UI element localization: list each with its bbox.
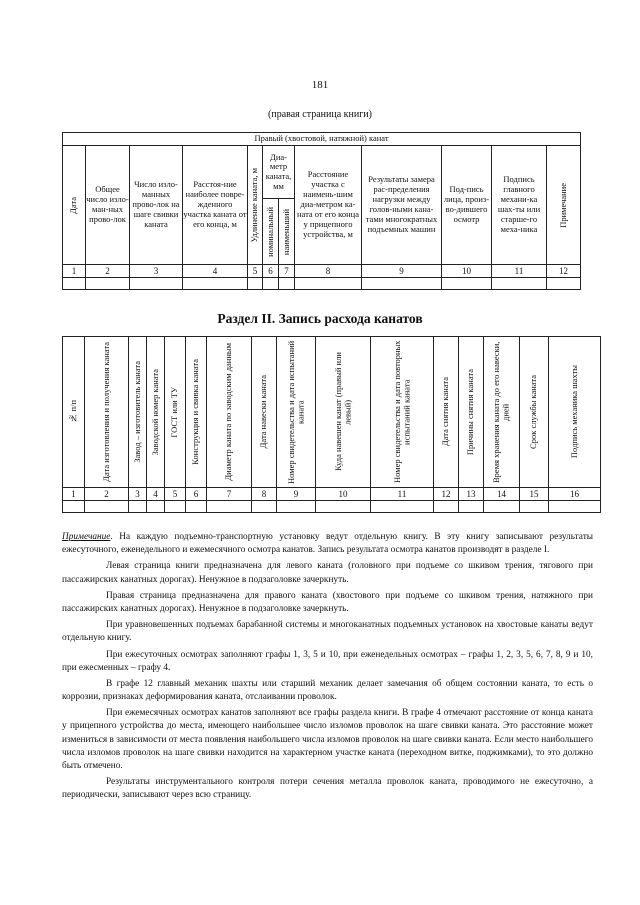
col-header: Расстоя-ние наиболее повре-жденного участка каната от его конца, м bbox=[183, 146, 248, 265]
col-header: Дата снятия каната bbox=[434, 337, 459, 488]
note-paragraph: При уравновешенных подъемах барабанной системы и многоканатных подъемных установок на хвостовые канаты ведут отдельную книгу. bbox=[62, 620, 593, 644]
col-number: 1 bbox=[63, 265, 86, 278]
notes-block bbox=[62, 531, 593, 806]
col-number: 10 bbox=[442, 265, 492, 278]
col-number: 6 bbox=[186, 488, 207, 501]
note-paragraph: Результаты инструментального контроля потери сечения металла проволок каната, проводимого не ежесуточно, а периодически, записывают через всю страницу. bbox=[62, 777, 593, 801]
col-header: Примечание bbox=[547, 146, 581, 265]
col-header: Число изло-манных прово-лок на шаге свивки каната bbox=[130, 146, 183, 265]
col-number: 2 bbox=[86, 265, 130, 278]
col-header: Завод – изготовитель каната bbox=[129, 337, 147, 488]
col-number: 4 bbox=[147, 488, 165, 501]
col-number: 6 bbox=[263, 265, 279, 278]
col-number: 5 bbox=[248, 265, 263, 278]
col-number: 3 bbox=[129, 488, 147, 501]
col-number: 12 bbox=[434, 488, 459, 501]
empty-row bbox=[63, 278, 581, 290]
col-header: Расстояние участка с наимень-шим диа-метром ка-ната от его конца у прицепного устройства, м bbox=[295, 146, 362, 265]
note-paragraph: При ежесуточных осмотрах заполняют графы 1, 3, 5 и 10, при еженедельных осмотрах – графы 1, 2, 3, 5, 6, 7, 8, 9 и 10, при ежесменных – графу 4. bbox=[62, 649, 593, 673]
col-header: Заводской номер каната bbox=[147, 337, 165, 488]
col-header: ГОСТ или ТУ bbox=[165, 337, 186, 488]
col-header: Подпись механика шахты bbox=[549, 337, 601, 488]
col-header: Подпись главного механи-ка шах-ты или старше-го меха-ника bbox=[492, 146, 547, 265]
col-header: Время хранения каната до его навески, дней bbox=[484, 337, 520, 488]
col-header: Дата изготовления и получения каната bbox=[85, 337, 129, 488]
note-label: Примечание bbox=[62, 532, 111, 542]
col-header: Диаметр каната по заводским данным bbox=[207, 337, 252, 488]
note-paragraph: В графе 12 главный механик шахты или старший механик делает замечания об общем состоянии каната, то есть о коррозии, признаках деформирования каната, отслаивании проволок. bbox=[62, 678, 593, 703]
col-header: Дата bbox=[63, 146, 86, 265]
col-number: 14 bbox=[484, 488, 520, 501]
page-number: 181 bbox=[311, 79, 329, 91]
empty-row bbox=[63, 501, 601, 513]
col-number: 3 bbox=[130, 265, 183, 278]
col-number: 4 bbox=[183, 265, 248, 278]
note-paragraph: Примечание. На каждую подъемно-транспортную установку ведут отдельную книгу. В эту книгу записывают результаты ежесуточного, еженедельного и ежемесячного осмотра канатов. Запись результата осмотра канатов производят в разделе I. bbox=[62, 532, 593, 556]
section-title: Раздел II. Запись расхода канатов bbox=[217, 311, 423, 326]
col-header: Результаты замера рас-пределения нагрузки между голов-ными кана-тами многократных подъемных машин bbox=[362, 146, 442, 265]
sub-header: номинальный bbox=[263, 199, 279, 265]
col-header: Удлинение каната, м bbox=[248, 146, 263, 265]
col-header: Конструкция и свивка каната bbox=[186, 337, 207, 488]
rope-usage-table bbox=[62, 336, 601, 513]
col-number: 9 bbox=[277, 488, 316, 501]
col-number: 12 bbox=[547, 265, 581, 278]
col-header: Срок службы каната bbox=[520, 337, 549, 488]
col-number: 5 bbox=[165, 488, 186, 501]
col-header: Общее число изло-ман-ных прово-лок bbox=[86, 146, 130, 265]
page-subtitle: (правая страница книги) bbox=[268, 109, 372, 120]
col-number: 11 bbox=[371, 488, 434, 501]
col-header: Дата навески каната bbox=[252, 337, 277, 488]
col-number: 10 bbox=[316, 488, 371, 501]
col-header: Номер свидетельства и дата повторных испытаний каната bbox=[371, 337, 434, 488]
col-number: 16 bbox=[549, 488, 601, 501]
col-header: Под-пись лица, произ-во-дившего осмотр bbox=[442, 146, 492, 265]
col-number: 15 bbox=[520, 488, 549, 501]
note-paragraph: При ежемесячных осмотрах канатов заполняют все графы раздела книги. В графе 4 отмечают расстояние от конца каната у прицепного устройства до места, имеющего наибольшее число изломов проволок на шаге свивки каната. Это расстояние может измениться в зависимости от места появления наибольшего числа изломов проволок на шаге свивки каната. Если место наибольшего числа изломов проволок на шаге свивки находится на характерном участке каната (переходном витке, поджимками), то это должно быть отмечено. bbox=[62, 708, 593, 771]
col-number: 8 bbox=[252, 488, 277, 501]
note-paragraph: Левая страница книги предназначена для левого каната (головного при подъеме со шкивом трения, тягового при пассажирских канатных дорогах). Ненужное в подзаголовке зачеркнуть. bbox=[62, 561, 593, 585]
col-header: Диа-метр каната, мм bbox=[263, 146, 295, 199]
col-number: 8 bbox=[295, 265, 362, 278]
col-number: 7 bbox=[207, 488, 252, 501]
col-number: 9 bbox=[362, 265, 442, 278]
col-header: Куда навешен канат (правый или левый) bbox=[316, 337, 371, 488]
col-number: 7 bbox=[279, 265, 295, 278]
col-number: 2 bbox=[85, 488, 129, 501]
sub-header: наименьший bbox=[279, 199, 295, 265]
col-number: 1 bbox=[63, 488, 85, 501]
note-paragraph: Правая страница предназначена для правого каната (хвостового при подъеме со шкивом трения, натяжного при пассажирских канатных дорогах). Ненужное в подзаголовке зачеркнуть. bbox=[62, 590, 593, 614]
col-header: Номер свидетельства и дата испытаний каната bbox=[277, 337, 316, 488]
col-header: № п/п bbox=[63, 337, 85, 488]
col-number: 11 bbox=[492, 265, 547, 278]
group-header: Правый (хвостовой, натяжной) канат bbox=[63, 133, 581, 146]
col-number: 13 bbox=[459, 488, 484, 501]
col-header: Причины снятия каната bbox=[459, 337, 484, 488]
rope-inspection-table bbox=[62, 132, 581, 290]
